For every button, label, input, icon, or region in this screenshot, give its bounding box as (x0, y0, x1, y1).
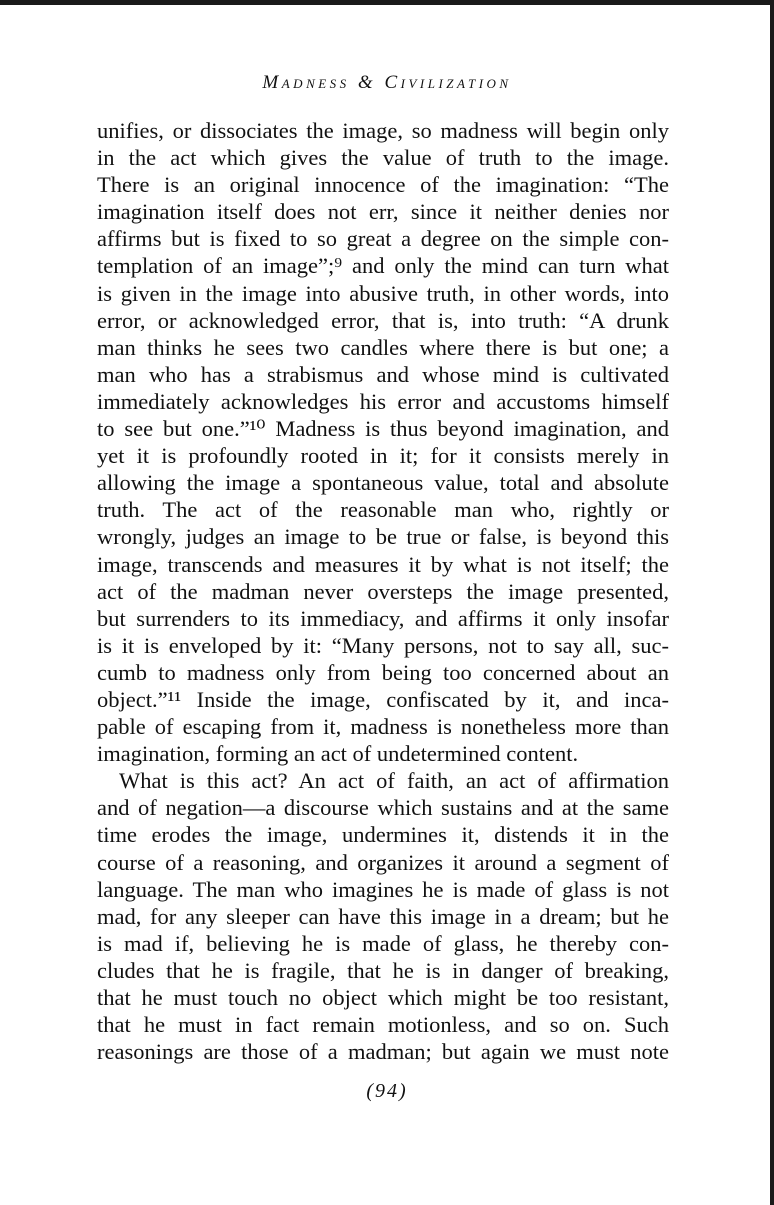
text-line: pable of escaping from it, madness is nonetheless more than (97, 714, 669, 740)
text-line: imagination itself does not err, since it neither denies nor (97, 199, 669, 225)
text-line: templation of an image”;⁹ and only the mind can turn what (97, 253, 669, 279)
page-right-edge (770, 0, 774, 1205)
text-line: There is an original innocence of the imagination: “The (97, 172, 669, 198)
page-number: (94) (366, 1080, 408, 1102)
body-text (97, 117, 669, 1065)
text-line: allowing the image a spontaneous value, total and absolute (97, 470, 669, 496)
text-line: reasonings are those of a madman; but again we must note (97, 1039, 669, 1065)
text-line: is given in the image into abusive truth, in other words, into (97, 280, 669, 306)
text-line: cludes that he is fragile, that he is in danger of breaking, (97, 957, 669, 983)
text-line: that he must in fact remain motionless, and so on. Such (97, 1012, 669, 1038)
text-line: yet it is profoundly rooted in it; for it consists merely in (97, 443, 669, 469)
text-line: truth. The act of the reasonable man who, rightly or (97, 497, 669, 523)
text-line: is mad if, believing he is made of glass, he thereby con- (97, 930, 669, 956)
text-line: time erodes the image, undermines it, distends it in the (97, 822, 669, 848)
text-line: man thinks he sees two candles where there is but one; a (97, 334, 669, 360)
text-line: act of the madman never oversteps the image presented, (97, 578, 669, 604)
text-line: error, or acknowledged error, that is, into truth: “A drunk (97, 307, 669, 333)
text-line: language. The man who imagines he is made of glass is not (97, 876, 669, 902)
text-line: to see but one.”¹⁰ Madness is thus beyond imagination, and (97, 416, 669, 442)
text-line: unifies, or dissociates the image, so madness will begin only (97, 118, 669, 143)
text-line: immediately acknowledges his error and accustoms himself (97, 388, 669, 414)
text-line: mad, for any sleeper can have this image in a dream; but he (97, 903, 669, 929)
text-line: in the act which gives the value of truth to the image. (97, 145, 669, 171)
text-line: and of negation—a discourse which sustains and at the same (97, 795, 669, 821)
text-line: but surrenders to its immediacy, and affirms it only insofar (97, 605, 669, 631)
text-line: affirms but is fixed to so great a degree on the simple con- (97, 226, 669, 252)
text-line: is it is enveloped by it: “Many persons, not to say all, suc- (97, 632, 669, 658)
text-line: What is this act? An act of faith, an act of affirmation (119, 768, 669, 794)
text-line: cumb to madness only from being too concerned about an (97, 659, 669, 685)
page-top-edge (0, 0, 774, 5)
text-line: man who has a strabismus and whose mind is cultivated (97, 361, 669, 387)
text-line: image, transcends and measures it by what is not itself; the (97, 551, 669, 577)
text-line: wrongly, judges an image to be true or false, is beyond this (97, 524, 669, 550)
text-line: that he must touch no object which might be too resistant, (97, 985, 669, 1010)
text-line: imagination, forming an act of undetermined content. (97, 741, 579, 767)
text-line: object.”¹¹ Inside the image, confiscated by it, and inca- (97, 686, 669, 712)
text-line: course of a reasoning, and organizes it around a segment of (97, 849, 669, 875)
running-head: Madness & Civilization (262, 72, 512, 93)
